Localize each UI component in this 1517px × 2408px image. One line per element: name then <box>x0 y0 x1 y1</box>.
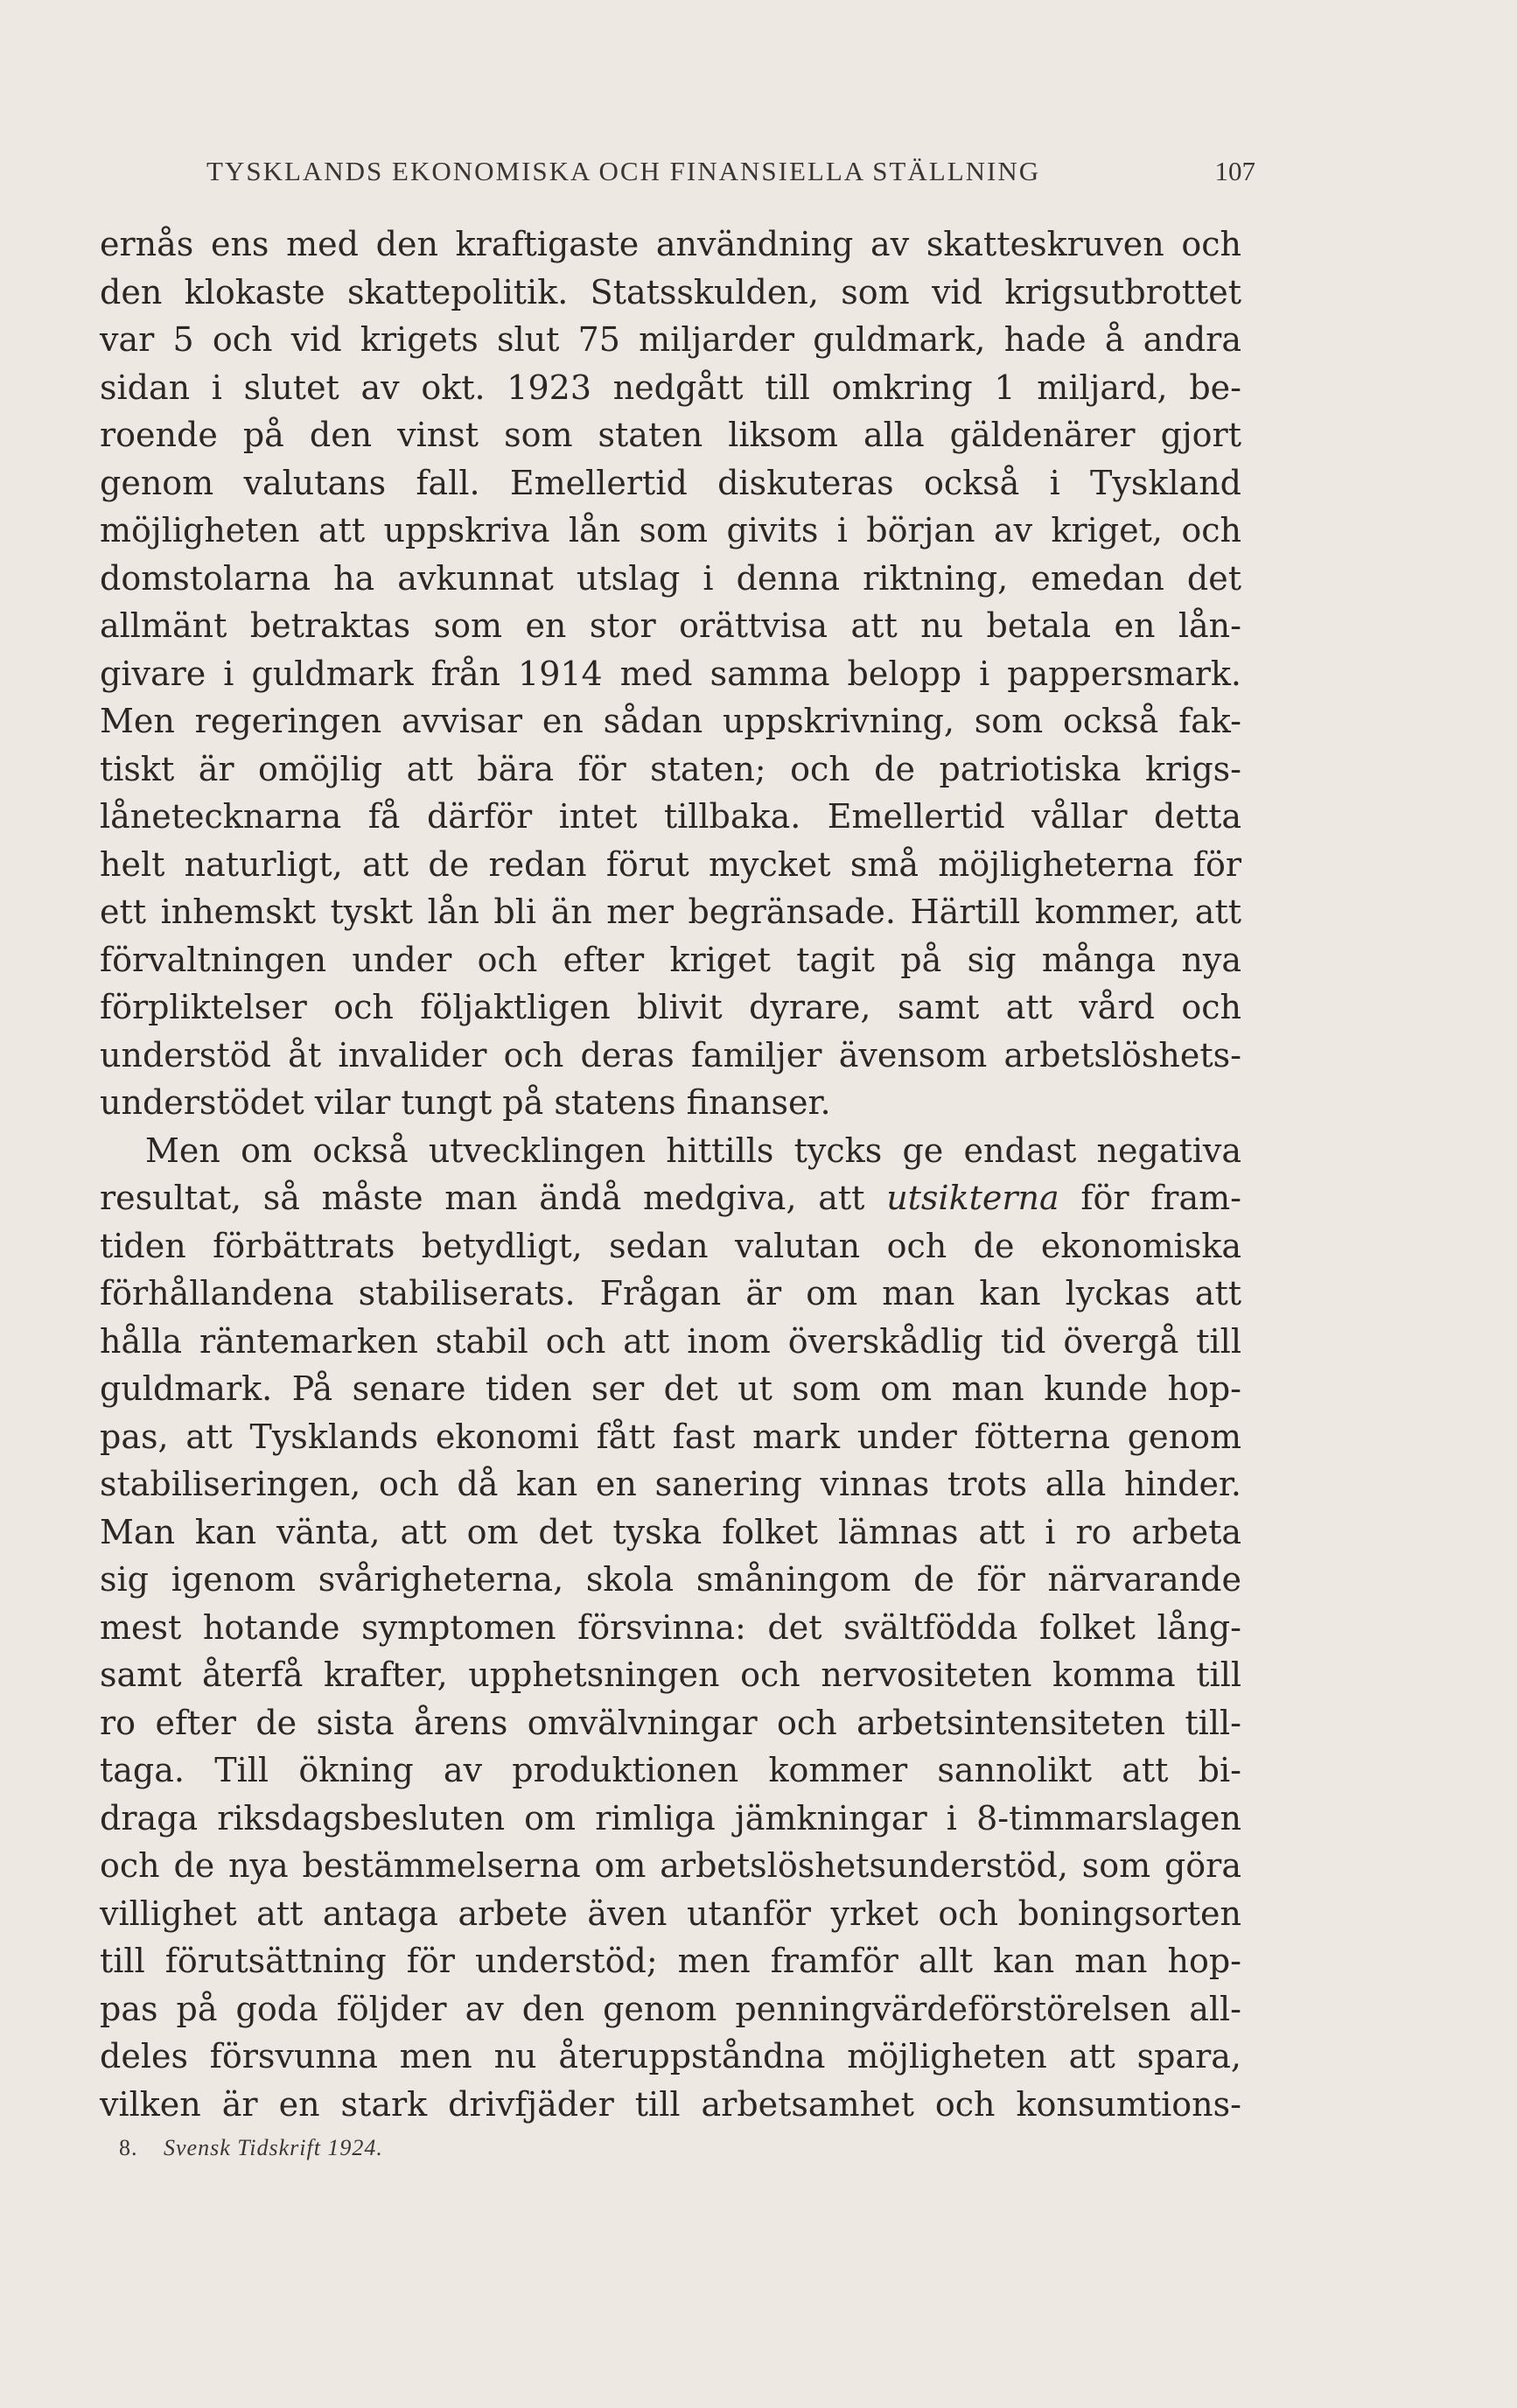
text-line: ro efter de sista årens omvälvningar och arbetsintensiteten till- <box>100 1703 1241 1742</box>
text-line: ernås ens med den kraftigaste användning av skatteskruven och <box>100 225 1241 263</box>
footer-source: Svensk Tidskrift 1924. <box>164 2135 383 2160</box>
text-line: till förutsättning för understöd; men framför allt kan man hop- <box>100 1942 1241 1980</box>
text-line: förvaltningen under och efter kriget tagit på sig många nya <box>100 940 1241 979</box>
text-line: sig igenom svårigheterna, skola småningom de för närvarande <box>100 1560 1241 1599</box>
text-line: pas, att Tysklands ekonomi fått fast mark under fötterna genom <box>100 1417 1241 1456</box>
text-fragment: för fram- <box>1080 1179 1241 1217</box>
text-fragment: resultat, så måste man ändå medgiva, att <box>100 1179 865 1217</box>
text-line: helt naturligt, att de redan förut mycket små möjligheterna för <box>100 844 1241 884</box>
text-line: Man kan vänta, att om det tyska folket lämnas att i ro arbeta <box>100 1512 1241 1551</box>
text-line: sidan i slutet av okt. 1923 nedgått till omkring 1 miljard, be- <box>100 368 1241 407</box>
text-line: pas på goda följder av den genom penningvärdeförstörelsen all- <box>100 1989 1241 2028</box>
text-line: stabiliseringen, och då kan en sanering vinnas trots alla hinder. <box>100 1465 1241 1503</box>
text-line: var 5 och vid krigets slut 75 miljarder guldmark, hade å andra <box>100 320 1241 359</box>
running-head <box>175 149 1255 192</box>
text-line: domstolarna ha avkunnat utslag i denna riktning, emedan det <box>100 558 1241 598</box>
text-line-with-italic <box>100 1174 1241 1222</box>
text-line: ett inhemskt tyskt lån bli än mer begränsade. Härtill kommer, att <box>100 892 1241 931</box>
text-line: guldmark. På senare tiden ser det ut som om man kunde hop- <box>100 1369 1241 1408</box>
text-line: givare i guldmark från 1914 med samma belopp i pappersmark. <box>100 654 1241 693</box>
text-line: och de nya bestämmelserna om arbetslöshetsunderstöd, som göra <box>100 1846 1241 1885</box>
text-line: förhållandena stabiliserats. Frågan är om man kan lyckas att <box>100 1274 1241 1312</box>
text-line: villighet att antaga arbete även utanför yrket och boningsorten <box>100 1894 1241 1933</box>
text-line: deles försvunna men nu återuppståndna möjligheten att spara, <box>100 2037 1241 2076</box>
text-line: roende på den vinst som staten liksom alla gäldenärer gjort <box>100 416 1241 454</box>
signature-mark: 8. <box>119 2135 138 2160</box>
page-number: 107 <box>1214 156 1255 186</box>
text-line: draga riksdagsbesluten om rimliga jämkningar i 8-timmarslagen <box>100 1798 1241 1838</box>
text-line: genom valutans fall. Emellertid diskuteras också i Tyskland <box>100 463 1241 502</box>
text-line: Men om också utvecklingen hittills tycks ge endast negativa <box>145 1130 1241 1170</box>
text-line: understöd åt invalider och deras familjer ävensom arbetslöshets- <box>100 1035 1241 1074</box>
text-line: allmänt betraktas som en stor orättvisa att nu betala en lån- <box>100 606 1241 645</box>
page-footer <box>119 2135 383 2161</box>
running-head-title: TYSKLANDS EKONOMISKA OCH FINANSIELLA STÄLLNING <box>206 156 1041 186</box>
text-line: samt återfå krafter, upphetsningen och nervositeten komma till <box>100 1656 1241 1694</box>
text-line: möjligheten att uppskriva lån som givits i början av kriget, och <box>100 511 1241 550</box>
text-line: taga. Till ökning av produktionen kommer sannolikt att bi- <box>100 1751 1241 1789</box>
text-line: lånetecknarna få därför intet tillbaka. Emellertid vållar detta <box>100 797 1241 836</box>
text-line: mest hotande symptomen försvinna: det svältfödda folket lång- <box>100 1607 1241 1647</box>
text-line: vilken är en stark drivfjäder till arbetsamhet och konsumtions- <box>100 2084 1241 2124</box>
text-line: hålla räntemarken stabil och att inom överskådlig tid övergå till <box>100 1321 1241 1361</box>
body-text <box>100 220 1241 2128</box>
text-line: Men regeringen avvisar en sådan uppskrivning, som också fak- <box>100 702 1241 740</box>
text-line: tiden förbättrats betydligt, sedan valutan och de ekonomiska <box>100 1226 1241 1265</box>
text-line: den klokaste skattepolitik. Statsskulden, som vid krigsutbrottet <box>100 272 1241 312</box>
italic-word: utsikterna <box>886 1179 1059 1217</box>
text-line: understödet vilar tungt på statens finanser. <box>100 1083 831 1122</box>
text-line: förpliktelser och följaktligen blivit dyrare, samt att vård och <box>100 988 1241 1026</box>
text-line: tiskt är omöjlig att bära för staten; och de patriotiska krigs- <box>100 749 1241 788</box>
